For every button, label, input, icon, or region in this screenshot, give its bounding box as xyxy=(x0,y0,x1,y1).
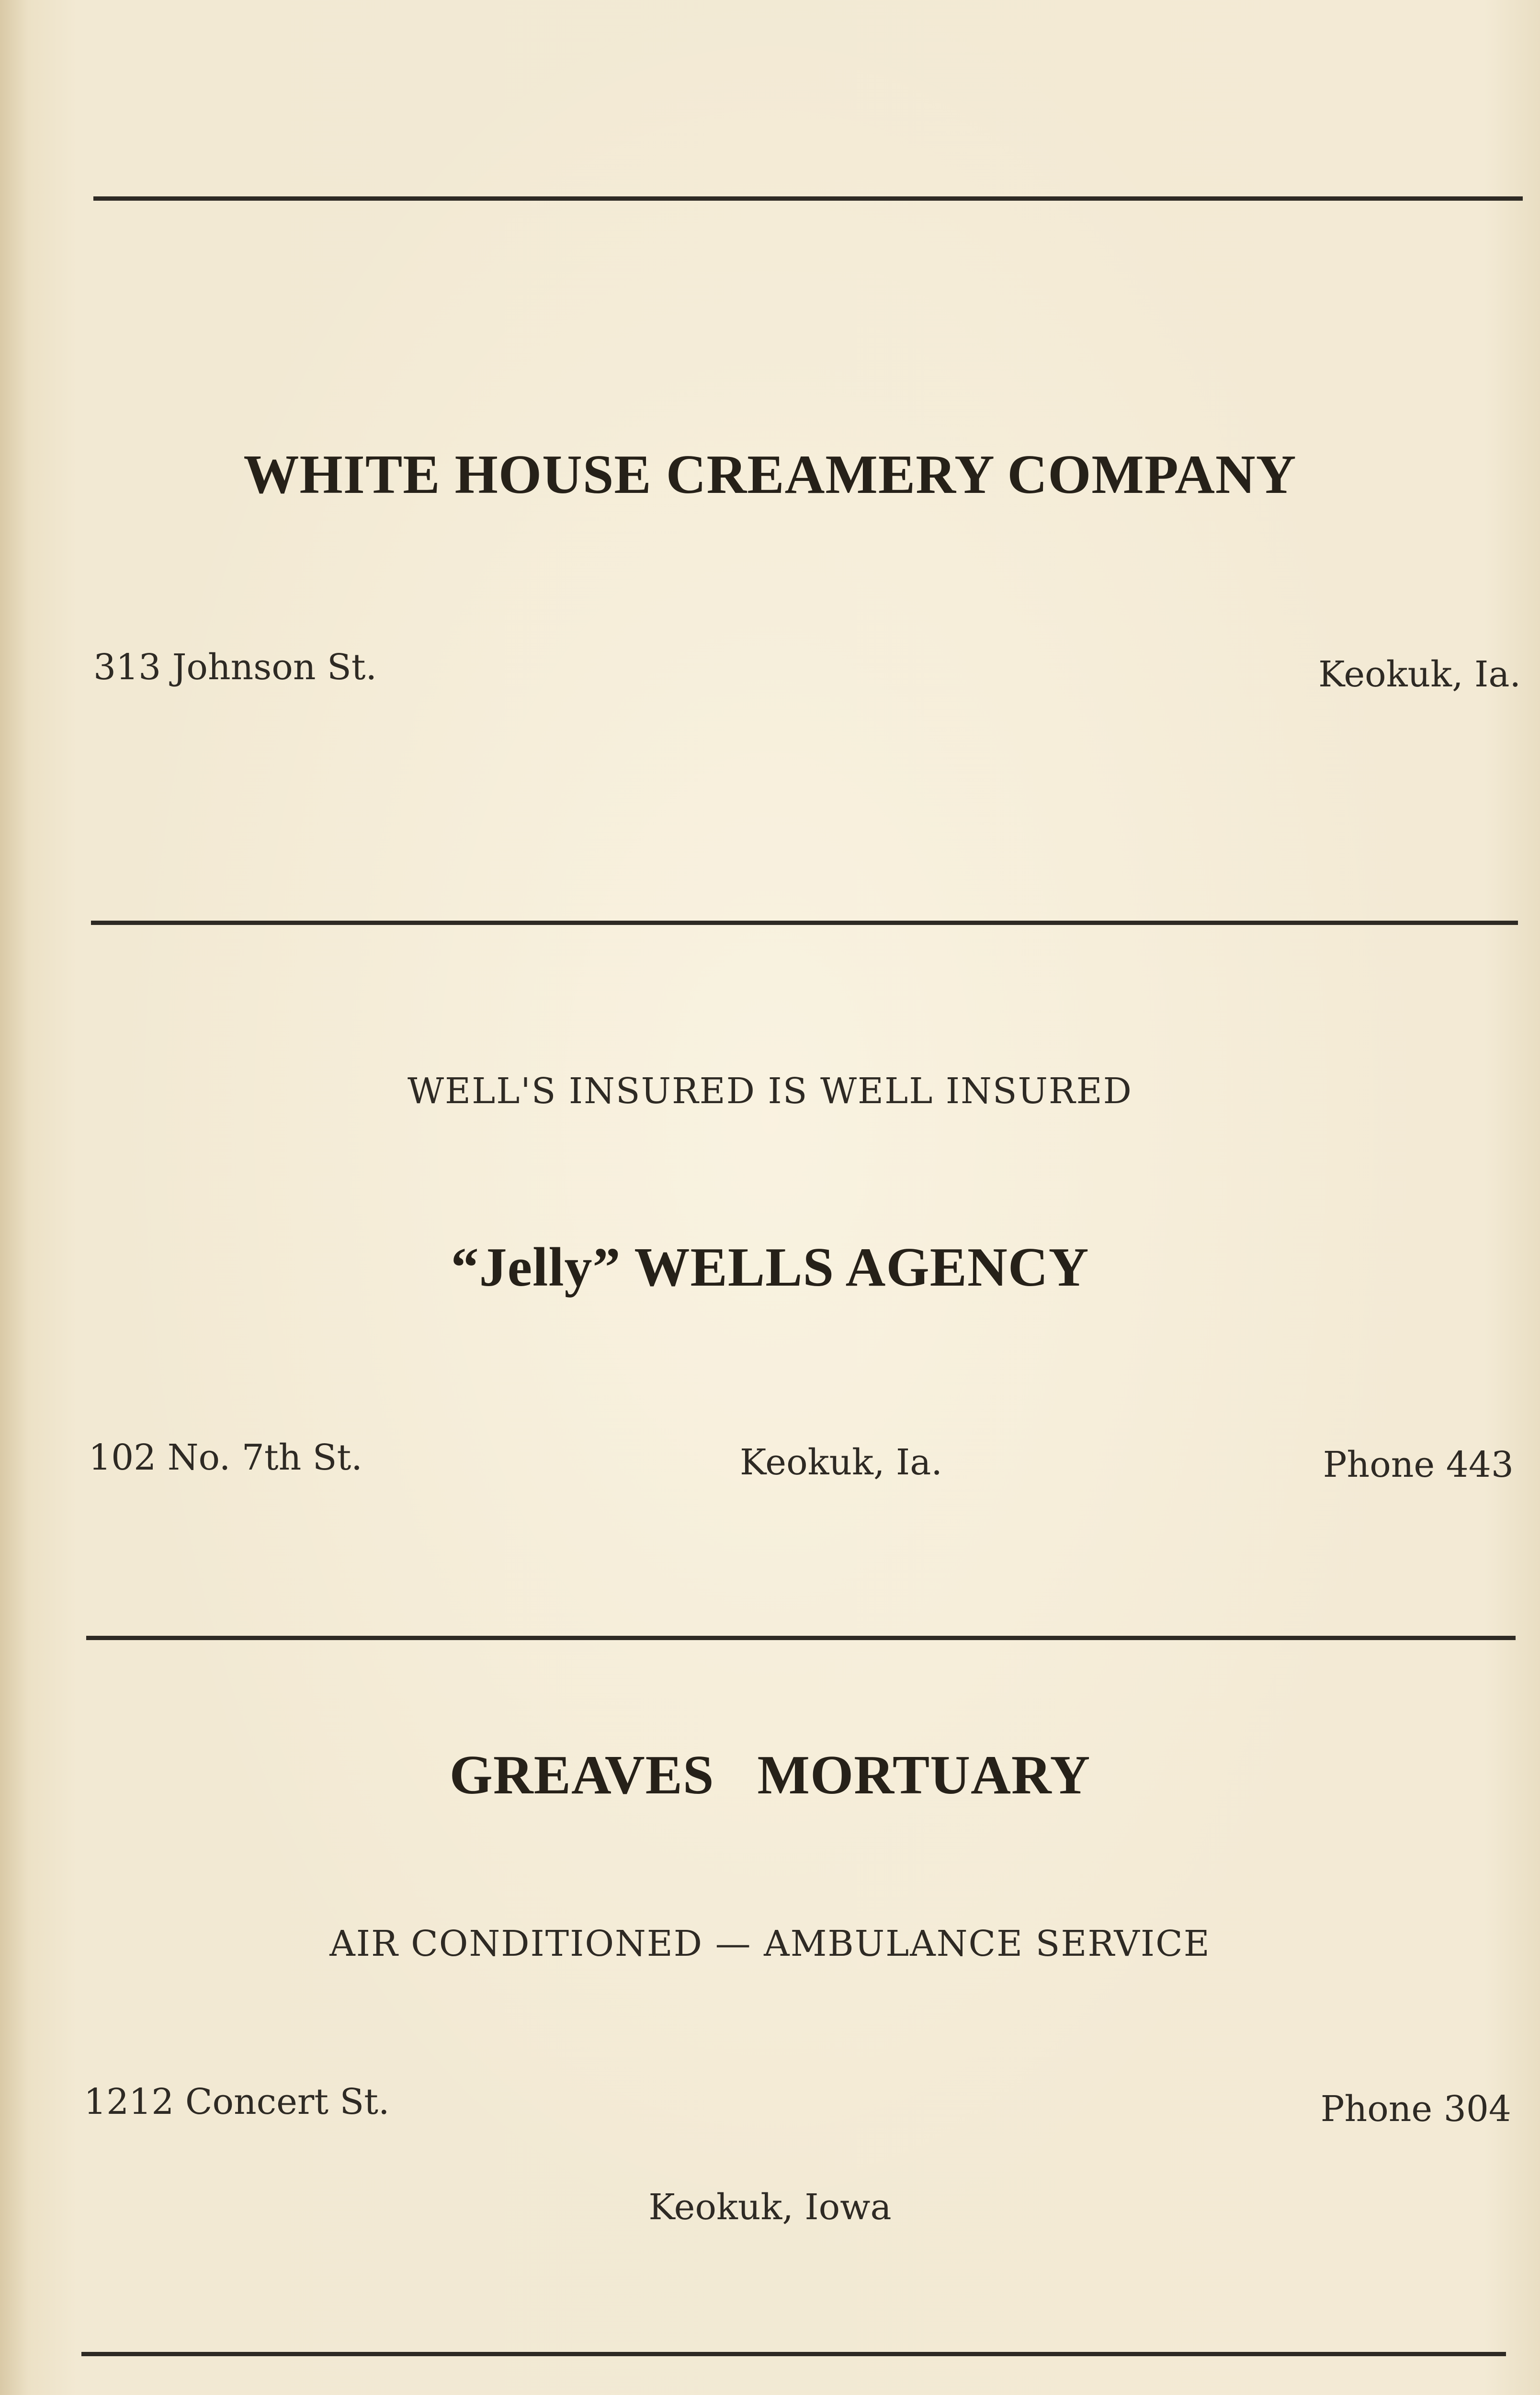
divider-rule xyxy=(81,2352,1506,2356)
divider-rule xyxy=(86,1636,1516,1640)
ad-address: 1212 Concert St. xyxy=(84,2081,390,2122)
ad-city: Keokuk, Iowa xyxy=(648,2187,892,2228)
ad-slogan: WELL'S INSURED IS WELL INSURED xyxy=(408,1071,1132,1112)
ad-title-jelly-wells-agency: “Jelly” WELLS AGENCY xyxy=(451,1237,1089,1298)
ad-address: 313 Johnson St. xyxy=(93,647,377,688)
ad-tagline: AIR CONDITIONED — AMBULANCE SERVICE xyxy=(329,1923,1211,1964)
ad-city: Keokuk, Ia. xyxy=(1318,654,1521,695)
ad-phone: Phone 304 xyxy=(1320,2088,1511,2130)
ad-city: Keokuk, Ia. xyxy=(740,1442,942,1483)
divider-rule xyxy=(93,196,1523,201)
ad-phone: Phone 443 xyxy=(1323,1444,1514,1485)
ad-title-greaves-mortuary: GREAVES MORTUARY xyxy=(449,1745,1091,1806)
ad-address: 102 No. 7th St. xyxy=(89,1437,362,1478)
ad-title-white-house-creamery: WHITE HOUSE CREAMERY COMPANY xyxy=(243,444,1297,505)
divider-rule xyxy=(91,921,1518,925)
